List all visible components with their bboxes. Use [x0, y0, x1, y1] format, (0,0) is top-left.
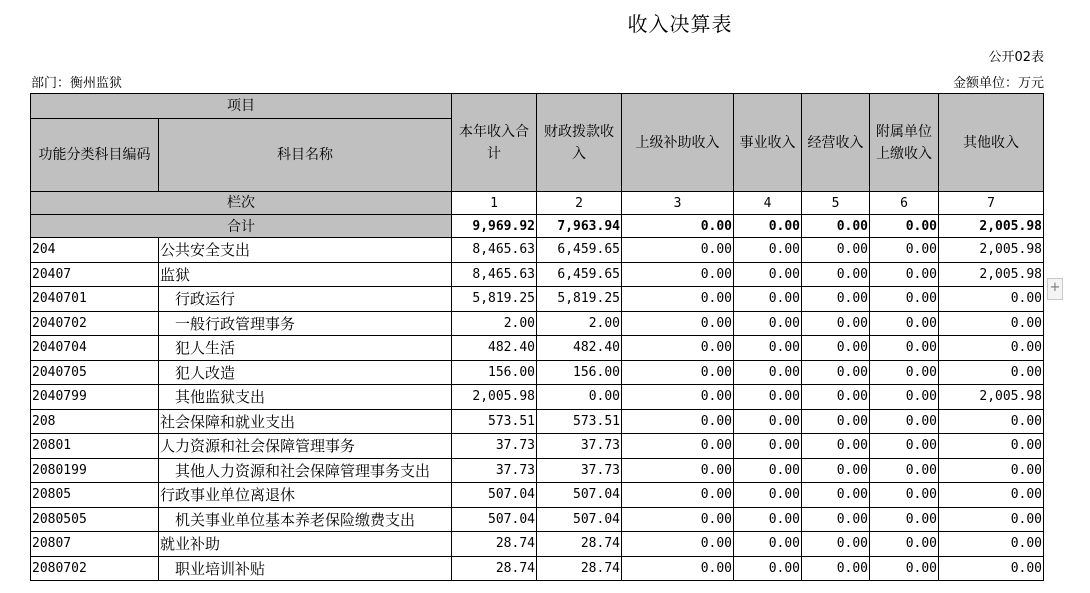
subject-code: 2080199 — [31, 458, 159, 483]
amount-cell: 37.73 — [537, 458, 622, 483]
amount-cell: 0.00 — [802, 385, 870, 410]
amount-cell: 0.00 — [622, 360, 734, 385]
amount-cell: 5,819.25 — [452, 287, 537, 312]
amount-cell: 0.00 — [622, 336, 734, 361]
amount-cell: 0.00 — [870, 385, 939, 410]
amount-cell: 0.00 — [734, 507, 802, 532]
total-cell: 0.00 — [802, 215, 870, 238]
amount-cell: 0.00 — [622, 311, 734, 336]
subject-code: 20807 — [31, 532, 159, 557]
amount-cell: 0.00 — [802, 336, 870, 361]
amount-cell: 37.73 — [452, 434, 537, 459]
amount-cell: 8,465.63 — [452, 262, 537, 287]
amount-cell: 0.00 — [622, 483, 734, 508]
table-row — [31, 311, 1044, 336]
amount-cell: 0.00 — [622, 409, 734, 434]
subject-name: 就业补助 — [159, 532, 452, 557]
table-row — [31, 556, 1044, 581]
subject-name: 其他人力资源和社会保障管理事务支出 — [159, 458, 452, 483]
subject-name: 行政运行 — [159, 287, 452, 312]
amount-cell: 0.00 — [622, 458, 734, 483]
amount-cell: 0.00 — [734, 458, 802, 483]
table-row — [31, 287, 1044, 312]
amount-cell: 0.00 — [939, 507, 1044, 532]
amount-cell: 0.00 — [734, 409, 802, 434]
seq-cell: 5 — [802, 192, 870, 215]
subject-code: 2040705 — [31, 360, 159, 385]
table-row — [31, 507, 1044, 532]
subject-code: 2040702 — [31, 311, 159, 336]
amount-cell: 0.00 — [870, 483, 939, 508]
amount-cell: 6,459.65 — [537, 238, 622, 263]
amount-cell: 0.00 — [802, 409, 870, 434]
amount-cell: 0.00 — [802, 287, 870, 312]
amount-cell: 0.00 — [802, 360, 870, 385]
table-row — [31, 360, 1044, 385]
subject-code: 2080702 — [31, 556, 159, 581]
total-cell: 9,969.92 — [452, 215, 537, 238]
subject-name: 公共安全支出 — [159, 238, 452, 263]
amount-cell: 0.00 — [870, 287, 939, 312]
seq-cell: 1 — [452, 192, 537, 215]
amount-cell: 0.00 — [870, 507, 939, 532]
subject-code: 2040701 — [31, 287, 159, 312]
subject-code: 2040704 — [31, 336, 159, 361]
amount-cell: 0.00 — [622, 287, 734, 312]
amount-cell: 573.51 — [537, 409, 622, 434]
total-cell: 7,963.94 — [537, 215, 622, 238]
amount-cell: 0.00 — [622, 507, 734, 532]
amount-cell: 0.00 — [802, 238, 870, 263]
subject-name: 其他监狱支出 — [159, 385, 452, 410]
amount-cell: 0.00 — [802, 532, 870, 557]
amount-cell: 507.04 — [452, 483, 537, 508]
amount-cell: 0.00 — [734, 385, 802, 410]
seq-cell: 7 — [939, 192, 1044, 215]
amount-cell: 0.00 — [939, 532, 1044, 557]
amount-cell: 0.00 — [622, 556, 734, 581]
table-row — [31, 458, 1044, 483]
header-superior-subsidy: 上级补助收入 — [622, 94, 734, 192]
amount-cell: 8,465.63 — [452, 238, 537, 263]
subject-name: 犯人生活 — [159, 336, 452, 361]
amount-cell: 0.00 — [734, 532, 802, 557]
amount-cell: 0.00 — [802, 458, 870, 483]
amount-cell: 0.00 — [622, 532, 734, 557]
total-cell: 0.00 — [734, 215, 802, 238]
amount-cell: 0.00 — [870, 262, 939, 287]
subject-code: 208 — [31, 409, 159, 434]
amount-cell: 0.00 — [939, 483, 1044, 508]
table-row — [31, 238, 1044, 263]
seq-cell: 3 — [622, 192, 734, 215]
total-row — [31, 215, 1044, 238]
amount-cell: 0.00 — [939, 434, 1044, 459]
subject-code: 20801 — [31, 434, 159, 459]
amount-cell: 0.00 — [734, 287, 802, 312]
amount-cell: 37.73 — [452, 458, 537, 483]
amount-cell: 507.04 — [537, 507, 622, 532]
amount-cell: 0.00 — [622, 238, 734, 263]
amount-cell: 0.00 — [734, 483, 802, 508]
table-row — [31, 434, 1044, 459]
subject-name: 职业培训补贴 — [159, 556, 452, 581]
table-row — [31, 385, 1044, 410]
amount-cell: 507.04 — [452, 507, 537, 532]
amount-cell: 0.00 — [870, 238, 939, 263]
amount-cell: 0.00 — [734, 238, 802, 263]
amount-cell: 0.00 — [870, 556, 939, 581]
header-item: 项目 — [31, 94, 452, 119]
amount-cell: 482.40 — [452, 336, 537, 361]
amount-cell: 0.00 — [870, 532, 939, 557]
header-subject-name: 科目名称 — [159, 119, 452, 192]
subject-name: 行政事业单位离退休 — [159, 483, 452, 508]
amount-cell: 2,005.98 — [452, 385, 537, 410]
amount-cell: 573.51 — [452, 409, 537, 434]
amount-unit-label: 金额单位：万元 — [952, 76, 1044, 91]
amount-cell: 2,005.98 — [939, 385, 1044, 410]
amount-cell: 507.04 — [537, 483, 622, 508]
table-row — [31, 483, 1044, 508]
amount-cell: 2.00 — [452, 311, 537, 336]
header-function-code: 功能分类科目编码 — [31, 119, 159, 192]
amount-cell: 0.00 — [622, 434, 734, 459]
amount-cell: 0.00 — [870, 458, 939, 483]
subject-code: 20805 — [31, 483, 159, 508]
amount-cell: 28.74 — [537, 556, 622, 581]
amount-cell: 0.00 — [870, 336, 939, 361]
amount-cell: 0.00 — [939, 556, 1044, 581]
subject-code: 20407 — [31, 262, 159, 287]
amount-cell: 0.00 — [734, 262, 802, 287]
amount-cell: 2,005.98 — [939, 262, 1044, 287]
amount-cell: 0.00 — [870, 434, 939, 459]
amount-cell: 0.00 — [622, 385, 734, 410]
amount-cell: 0.00 — [939, 336, 1044, 361]
amount-cell: 2.00 — [537, 311, 622, 336]
total-cell: 2,005.98 — [939, 215, 1044, 238]
amount-cell: 0.00 — [802, 483, 870, 508]
seq-cell: 6 — [870, 192, 939, 215]
subject-code: 2040799 — [31, 385, 159, 410]
amount-cell: 0.00 — [939, 409, 1044, 434]
amount-cell: 0.00 — [802, 507, 870, 532]
amount-cell: 0.00 — [870, 311, 939, 336]
amount-cell: 0.00 — [734, 311, 802, 336]
table-row — [31, 262, 1044, 287]
subject-name: 一般行政管理事务 — [159, 311, 452, 336]
amount-cell: 0.00 — [734, 556, 802, 581]
amount-cell: 37.73 — [537, 434, 622, 459]
header-fiscal-appropriation: 财政拨款收入 — [537, 94, 622, 192]
table-row — [31, 336, 1044, 361]
total-cell: 0.00 — [870, 215, 939, 238]
amount-cell: 5,819.25 — [537, 287, 622, 312]
header-other-income: 其他收入 — [939, 94, 1044, 192]
amount-cell: 0.00 — [870, 360, 939, 385]
table-row — [31, 409, 1044, 434]
amount-cell: 0.00 — [734, 434, 802, 459]
amount-cell: 28.74 — [537, 532, 622, 557]
amount-cell: 482.40 — [537, 336, 622, 361]
amount-cell: 0.00 — [622, 262, 734, 287]
header-seq-label: 栏次 — [31, 192, 452, 215]
total-label: 合计 — [31, 215, 452, 238]
amount-cell: 0.00 — [870, 409, 939, 434]
seq-cell: 2 — [537, 192, 622, 215]
subject-name: 监狱 — [159, 262, 452, 287]
amount-cell: 156.00 — [452, 360, 537, 385]
amount-cell: 0.00 — [802, 434, 870, 459]
amount-cell: 6,459.65 — [537, 262, 622, 287]
subject-name: 犯人改造 — [159, 360, 452, 385]
income-final-accounts-table — [30, 93, 1044, 581]
header-affiliated-income: 附属单位上缴收入 — [870, 94, 939, 192]
department-label: 部门：衡州监狱 — [31, 76, 123, 91]
header-total-income: 本年收入合计 — [452, 94, 537, 192]
header-business-income: 事业收入 — [734, 94, 802, 192]
seq-cell: 4 — [734, 192, 802, 215]
amount-cell: 28.74 — [452, 532, 537, 557]
table-row — [31, 532, 1044, 557]
amount-cell: 0.00 — [802, 311, 870, 336]
amount-cell: 0.00 — [939, 360, 1044, 385]
amount-cell: 2,005.98 — [939, 238, 1044, 263]
amount-cell: 0.00 — [734, 336, 802, 361]
amount-cell: 0.00 — [537, 385, 622, 410]
total-cell: 0.00 — [622, 215, 734, 238]
amount-cell: 0.00 — [802, 262, 870, 287]
amount-cell: 0.00 — [802, 556, 870, 581]
header-operating-income: 经营收入 — [802, 94, 870, 192]
expand-button[interactable]: + — [1047, 278, 1063, 300]
subject-code: 2080505 — [31, 507, 159, 532]
subject-name: 人力资源和社会保障管理事务 — [159, 434, 452, 459]
subject-name: 机关事业单位基本养老保险缴费支出 — [159, 507, 452, 532]
subject-code: 204 — [31, 238, 159, 263]
amount-cell: 0.00 — [939, 311, 1044, 336]
amount-cell: 0.00 — [734, 360, 802, 385]
form-code: 公开02表 — [988, 50, 1044, 65]
amount-cell: 0.00 — [939, 458, 1044, 483]
amount-cell: 0.00 — [939, 287, 1044, 312]
amount-cell: 156.00 — [537, 360, 622, 385]
subject-name: 社会保障和就业支出 — [159, 409, 452, 434]
report-title: 收入决算表 — [627, 12, 733, 36]
amount-cell: 28.74 — [452, 556, 537, 581]
